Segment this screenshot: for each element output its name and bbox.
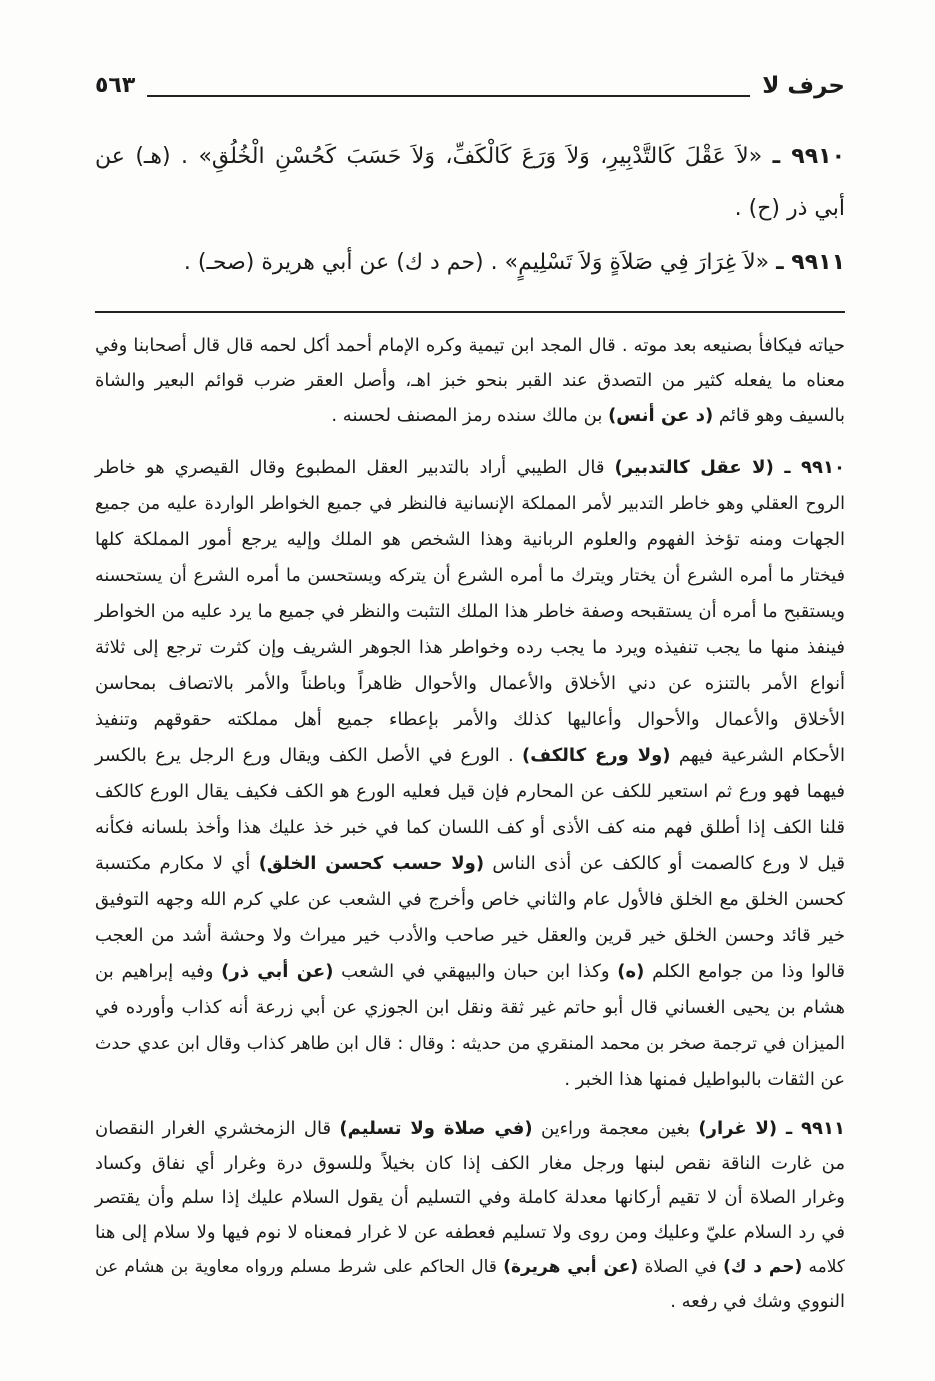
text-run: قالوا وذا من جوامع الكلم — [644, 961, 845, 982]
bold-text-run: ٩٩١٠ ـ — [772, 144, 845, 169]
bold-text-run: (حم د ك) — [723, 1257, 803, 1277]
text-line — [95, 450, 845, 486]
bold-text-run: ٩٩١١ ـ (لا غرار) — [698, 1118, 845, 1139]
text-run: ويستقبح ما أمره أن يستقبحه وصفة خاطر هذا الملك التثبت والنظر في جميع ما يرد عليه من الخواطر — [95, 601, 845, 622]
text-run: من غارت الناقة نقص لبنها ورجل مغار الكف إذا كان بخيلاً وللسوق درة وغرار أي نفاق وكساد — [95, 1152, 845, 1174]
text-line — [95, 558, 845, 594]
text-line — [95, 810, 845, 846]
text-line — [95, 131, 845, 183]
text-run: قال الحاكم على شرط مسلم ورواه معاوية بن هشام عن — [95, 1257, 504, 1277]
text-run: النووي وشك في رفعه . — [670, 1290, 845, 1312]
text-run: «لاَ غِرَارَ فِي صَلاَةٍ وَلاَ تَسْلِيمٍ» . (حم د ك) عن أبي هريرة (صحـ) . — [183, 250, 777, 275]
text-run: كحسن الخلق مع الخلق فالأول عام والثاني خاص وأخرج في الشعب عن علي كرم الله وجهه التوفيق — [95, 889, 845, 910]
text-line — [95, 1112, 845, 1147]
text-line — [95, 594, 845, 630]
text-run: قال الزمخشري الغرار النقصان — [95, 1118, 340, 1139]
text-line — [95, 954, 845, 990]
text-line — [95, 1181, 845, 1216]
commentary-divider — [95, 311, 845, 313]
text-run: أي لا مكارم مكتسبة — [95, 853, 259, 874]
text-run: الأخلاق والأعمال والأحوال وأعاليها كذلك والأمر بإعطاء جميع أهل مملكته حقوقهم وتنفيذ — [95, 709, 845, 730]
text-line — [95, 846, 845, 882]
text-line — [95, 1216, 845, 1251]
chapter-title: حرف لا — [762, 73, 845, 99]
text-line — [95, 774, 845, 810]
text-run: الميزان في ترجمة صخر بن محمد المنقري من حديثه : وقال : قال ابن طاهر كذاب وقال ابن عدي حدث — [95, 1034, 845, 1054]
text-run: قال الطيبي أراد بالتدبير العقل المطبوع وقال القيصري هو خاطر — [95, 457, 615, 478]
text-line — [95, 183, 845, 235]
text-run: كلامه — [802, 1257, 845, 1277]
text-line — [95, 522, 845, 558]
page-number: ٥٦٣ — [95, 73, 136, 98]
text-run: بالسيف وهو قائم — [713, 405, 845, 426]
bold-text-run: (في صلاة ولا تسليم) — [339, 1118, 533, 1139]
text-run: فيختار ما أمره الشرع أن يختار ويترك ما أمره الشرع أن يتركه ويستحسن ما أمره الشرع أن يستحسنه — [95, 566, 845, 586]
bold-text-run: (ولا ورع كالكف) — [522, 745, 671, 766]
text-run: هشام بن يحيى الغساني قال أبو حاتم غير ثقة ونقل ابن الجوزي عن أبي زرعة أنه كذاب وأورده في — [95, 997, 845, 1018]
text-run: . الورع في الأصل الكف ويقال ورع الرجل يرع بالكسر — [95, 745, 523, 766]
text-line — [95, 363, 845, 398]
text-line — [95, 1026, 845, 1062]
text-run: حياته فيكافأ بصنيعه بعد موته . قال المجد ابن تيمية وكره الإمام أحمد أكل لحمه قال قال أصحابنا وفي — [95, 335, 845, 356]
commentary-paragraph — [95, 328, 845, 433]
text-run: «لاَ عَقْلَ كَالتَّدْبِيرِ، وَلاَ وَرَعَ كَالْكَفِّ، وَلاَ حَسَبَ كَحُسْنِ الْخُلُقِ» . (هـ) عن — [95, 144, 773, 169]
commentary-paragraph — [95, 450, 845, 1098]
hadith-section — [95, 131, 845, 289]
text-line — [95, 237, 845, 289]
bold-text-run: ٩٩١٠ ـ (لا عقل كالتدبير) — [614, 457, 845, 478]
text-line — [95, 918, 845, 954]
text-line — [95, 1285, 845, 1320]
text-run: خير قائد وحسن الخلق خير قرين والعقل خير صاحب والأدب خير ميراث ولا وحشة أشد من العجب — [95, 925, 845, 946]
bold-text-run: (عن أبي هريرة) — [503, 1257, 639, 1277]
text-run: قلنا الكف إذا أطلق فهم منه كف الأذى أو كف اللسان كما في خبر خذ عليك هذا وأخذ بلسانه فكأنه — [95, 817, 845, 838]
text-line — [95, 1147, 845, 1182]
text-line — [95, 398, 845, 433]
text-line — [95, 990, 845, 1026]
text-run: الجهات ومنه تؤخذ الفهوم والعلوم الربانية وهذا الشخص هو الملك وإليه يرجع أمور المملكة كلها — [95, 529, 845, 550]
text-run: الروح العقلي وهو خاطر التدبير لأمر المملكة الإنسانية فالنظر في جميع الخواطر الواردة عليه من جميع — [95, 494, 845, 514]
hadith-entry — [95, 237, 845, 289]
text-run: قيل لا ورع كالصمت أو كالكف عن أذى الناس — [484, 853, 845, 874]
text-line — [95, 666, 845, 702]
text-run: في رد السلام عليّ وعليك ومن روى ولا تسليم فعطفه عن لا غرار فمعناه لا نوم فيها ولا سلام إلى هنا — [95, 1221, 845, 1243]
text-run: فينفذ منها ما يجب تنفيذه ويرد ما يجب رده وخواطر هذا الجوهر الشريف وإن كثرت ترجع إلى ثلاثة — [95, 637, 845, 658]
text-run: فيهما فهو ورع ثم استعير للكف عن المحارم فإن قيل فعليه الورع هو الكف فكيف يقال الورع كالكف — [95, 781, 845, 802]
bold-text-run: (د عن أنس) — [608, 405, 714, 426]
text-line — [95, 1250, 845, 1285]
commentary-paragraph — [95, 1112, 845, 1319]
header-rule — [147, 95, 750, 97]
bold-text-run: (ه) — [617, 961, 645, 982]
text-line — [95, 882, 845, 918]
text-run: في الصلاة — [638, 1257, 724, 1277]
bold-text-run: ٩٩١١ ـ — [776, 250, 845, 275]
text-run: وكذا ابن حبان والبيهقي في الشعب — [333, 961, 618, 982]
text-line — [95, 486, 845, 522]
text-line — [95, 630, 845, 666]
text-run: بن مالك سنده رمز المصنف لحسنه . — [331, 405, 609, 426]
hadith-entry — [95, 131, 845, 235]
text-run: عن الثقات بالبواطيل فمنها هذا الخبر . — [564, 1069, 845, 1090]
text-run: بغين معجمة وراءين — [532, 1118, 699, 1139]
running-header — [95, 66, 845, 106]
text-run: أنواع الأمر بالتنزه عن دني الأخلاق والأعمال والأحوال ظاهراً وباطناً والأمر بالاتصاف بمحاسن — [95, 673, 845, 694]
text-run: وغرار الصلاة أن لا تقيم أركانها معدلة كاملة وفي التسليم أن يقول السلام عليك إذا سلم وأن يقتصر — [95, 1187, 845, 1208]
text-line — [95, 702, 845, 738]
bold-text-run: (ولا حسب كحسن الخلق) — [258, 853, 485, 874]
text-run: الأحكام الشرعية فيهم — [670, 745, 845, 766]
text-line — [95, 328, 845, 363]
text-run: أبي ذر (ح) . — [734, 196, 845, 221]
text-line — [95, 738, 845, 774]
bold-text-run: (عن أبي ذر) — [221, 961, 334, 982]
text-run: وفيه إبراهيم بن — [95, 961, 222, 982]
text-run: معناه ما يفعله كثير من التصدق عند القبر بنحو خبز اهـ، وأصل العقر ضرب قوائم البعير والشاة — [95, 370, 845, 391]
text-line — [95, 1062, 845, 1098]
